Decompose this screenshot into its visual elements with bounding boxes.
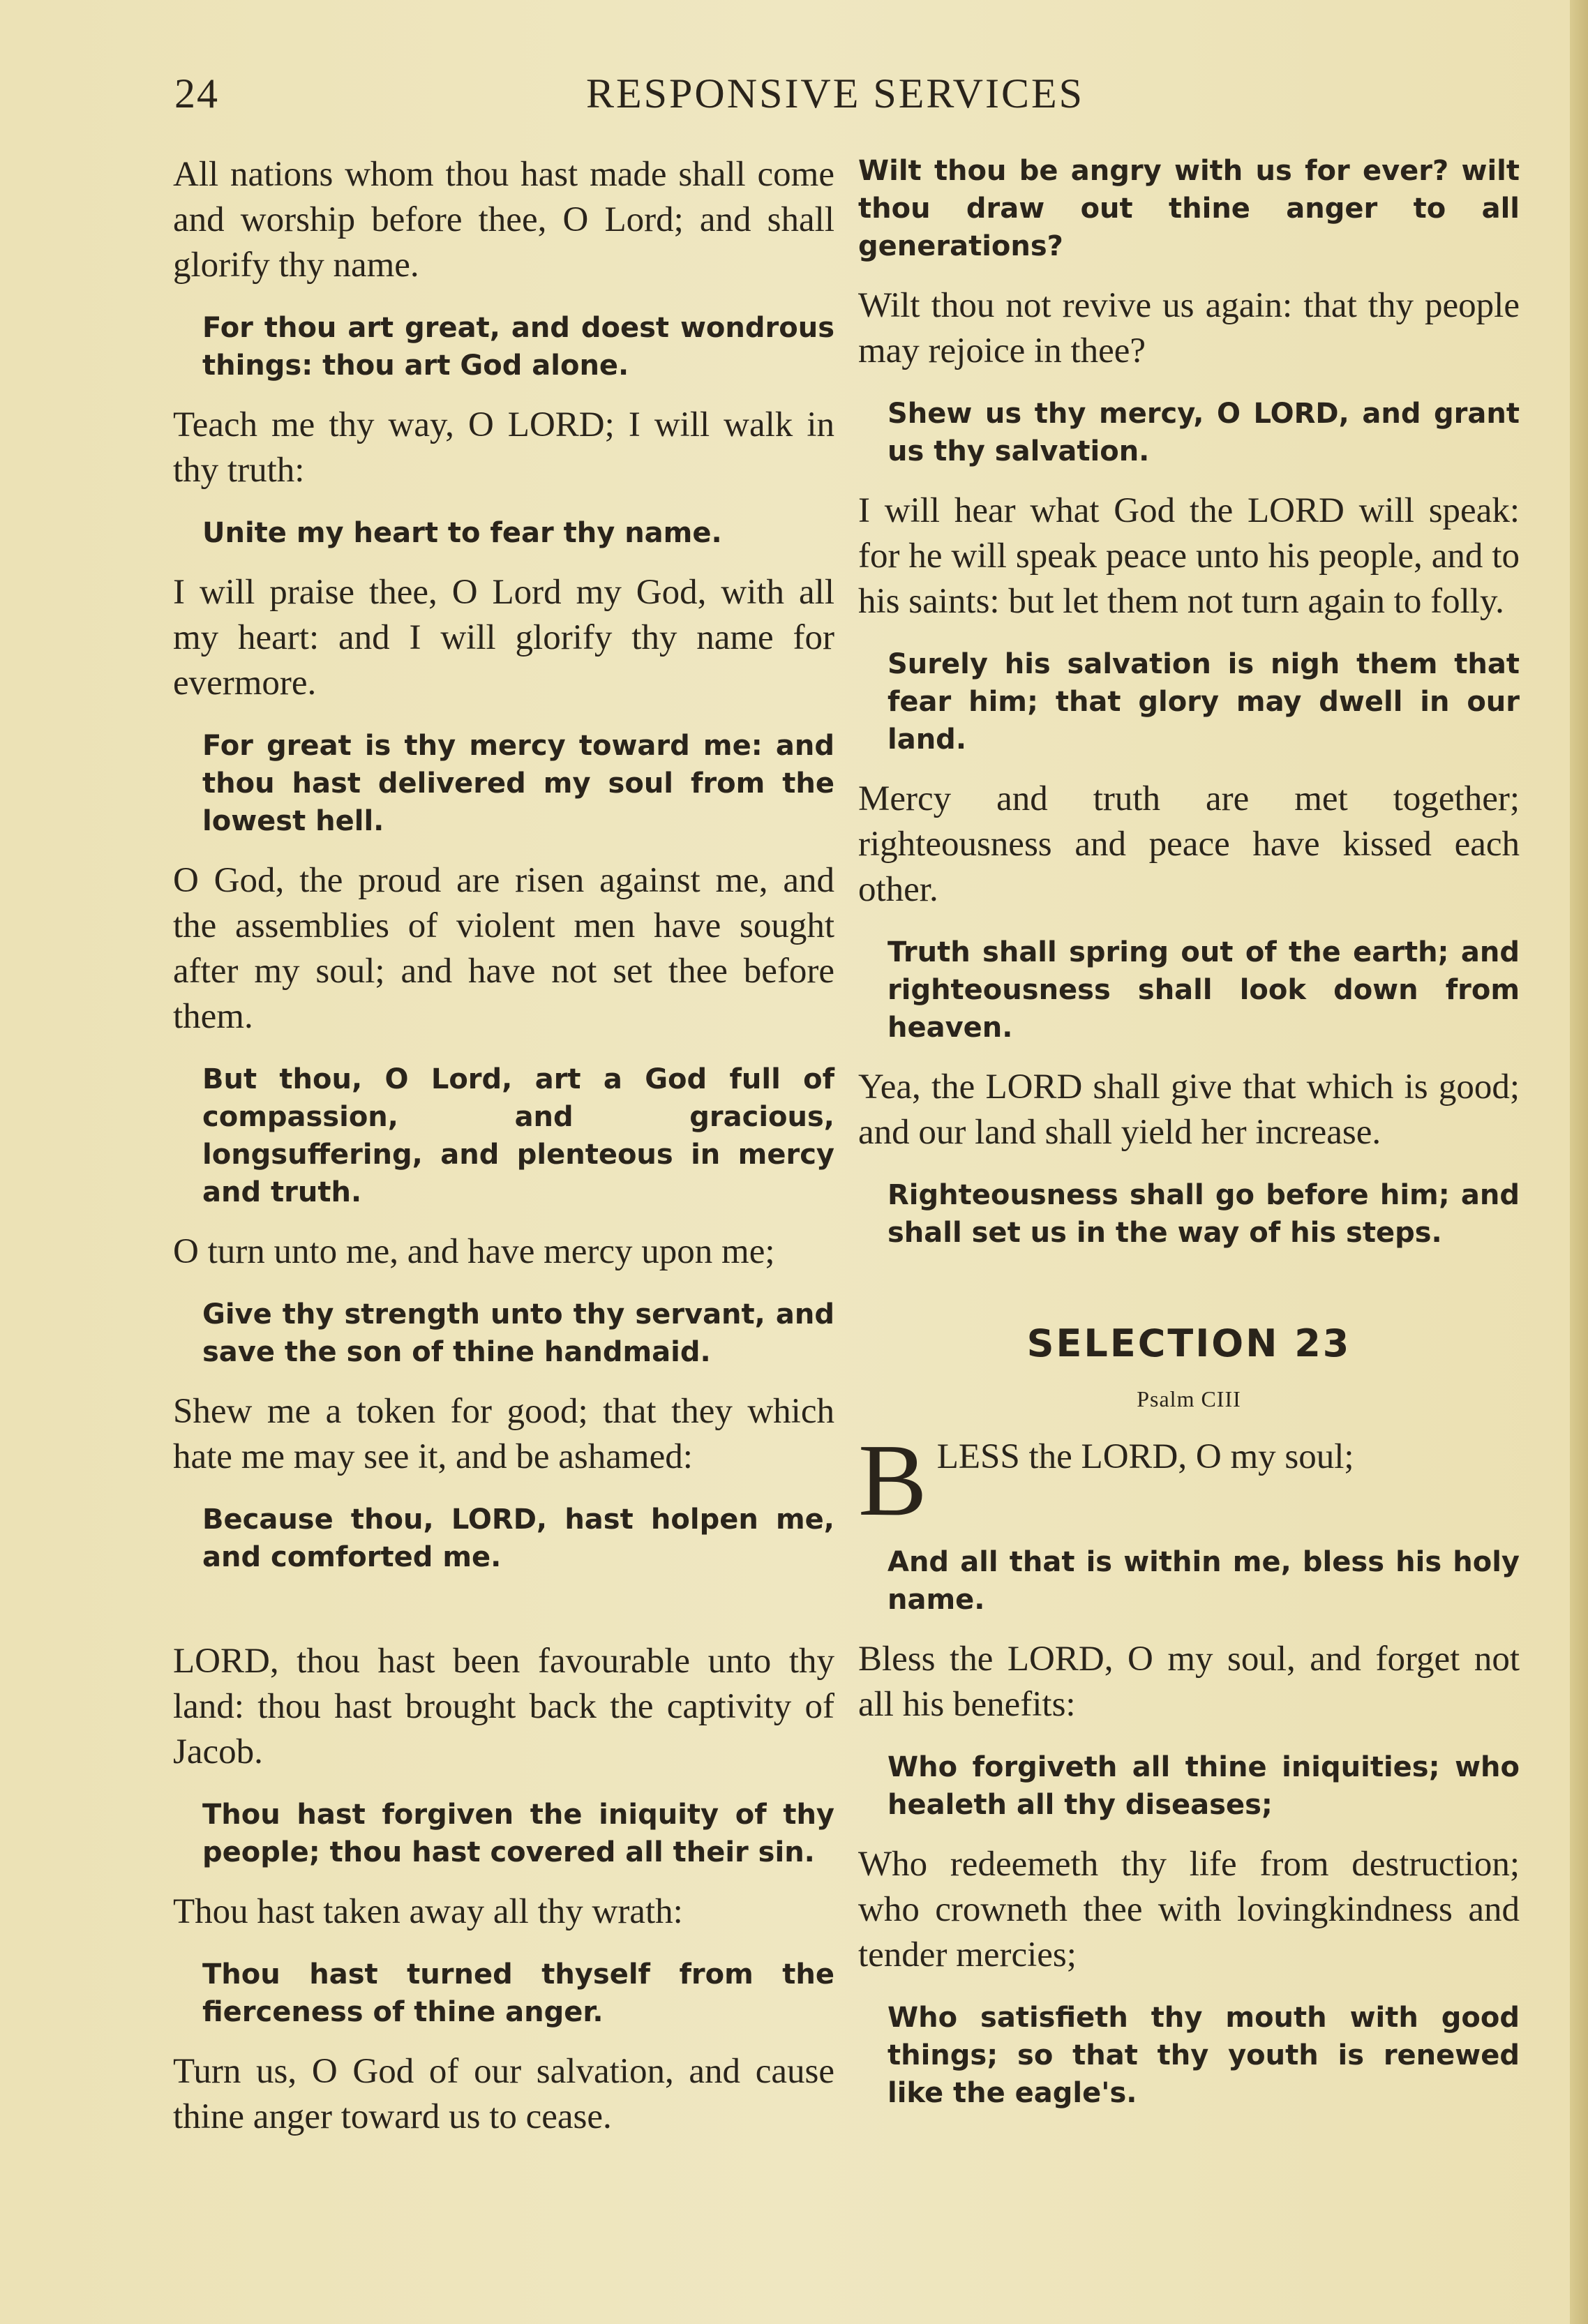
response-verse: Surely his salvation is nigh them that fear him; that glory may dwell in our land. xyxy=(887,648,1520,756)
leader-verse: LORD, thou hast been favourable unto thy land: thou hast brought back the captivity of Jacob. xyxy=(173,1642,834,1771)
response-verse: Thou hast turned thyself from the fierceness of thine anger. xyxy=(202,1958,834,2028)
response-verse: Because thou, LORD, hast holpen me, and comforted me. xyxy=(202,1504,834,1573)
leader-verse: Thou hast taken away all thy wrath: xyxy=(173,1892,683,1931)
response-verse: For thou art great, and doest wondrous things: thou art God alone. xyxy=(202,312,834,382)
running-header: RESPONSIVE SERVICES xyxy=(586,70,1084,117)
leader-verse: Who redeemeth thy life from destruction; who crowneth thee with lovingkindness and tender mercies; xyxy=(858,1845,1520,1974)
leader-verse: Mercy and truth are met together; righteousness and peace have kissed each other. xyxy=(858,779,1520,909)
response-verse: Shew us thy mercy, O LORD, and grant us thy salvation. xyxy=(887,398,1520,467)
right-column xyxy=(858,152,1520,2130)
left-column xyxy=(173,152,834,2161)
response-verse: Thou hast forgiven the iniquity of thy people; thou hast covered all their sin. xyxy=(202,1799,834,1868)
page-number: 24 xyxy=(174,70,219,117)
leader-verse: I will praise thee, O Lord my God, with all my heart: and I will glorify thy name for evermore. xyxy=(173,573,834,703)
response-verse: Righteousness shall go before him; and shall set us in the way of his steps. xyxy=(887,1179,1520,1249)
leader-verse: I will hear what God the LORD will speak: for he will speak peace unto his people, and to his saints: but let them not turn again to folly. xyxy=(858,491,1520,621)
leader-verse: Turn us, O God of our salvation, and cause thine anger toward us to cease. xyxy=(173,2052,834,2136)
leader-verse: O turn unto me, and have mercy upon me; xyxy=(173,1232,775,1271)
response-verse: Unite my heart to fear thy name. xyxy=(202,517,722,549)
leader-verse: Shew me a token for good; that they which hate me may see it, and be ashamed: xyxy=(173,1392,834,1476)
response-verse: For great is thy mercy toward me: and thou hast delivered my soul from the lowest hell. xyxy=(202,730,834,837)
response-verse: Who forgiveth all thine iniquities; who healeth all thy diseases; xyxy=(887,1751,1520,1821)
response-verse: Wilt thou be angry with us for ever? wilt thou draw out thine anger to all generations? xyxy=(858,155,1520,262)
page-edge xyxy=(1570,0,1588,2324)
leader-verse: O God, the proud are risen against me, and the assemblies of violent men have sought after my soul; and have not set thee before them. xyxy=(173,861,834,1036)
leader-verse: All nations whom thou hast made shall come and worship before thee, O Lord; and shall glorify thy name. xyxy=(173,155,834,285)
leader-verse: Wilt thou not revive us again: that thy people may rejoice in thee? xyxy=(858,286,1520,370)
selection-source: Psalm CIII xyxy=(1137,1386,1241,1411)
leader-verse: Yea, the LORD shall give that which is good; and our land shall yield her increase. xyxy=(858,1067,1520,1152)
leader-verse: Teach me thy way, O LORD; I will walk in thy truth: xyxy=(173,405,834,490)
response-verse: But thou, O Lord, art a God full of compassion, and gracious, longsuffering, and plenteous in mercy and truth. xyxy=(202,1063,834,1208)
selection-heading: SELECTION 23 xyxy=(1026,1321,1351,1365)
response-verse: Give thy strength unto thy servant, and save the son of thine handmaid. xyxy=(202,1298,834,1368)
response-verse: Truth shall spring out of the earth; and righteousness shall look down from heaven. xyxy=(887,936,1520,1044)
drop-cap: B xyxy=(858,1423,927,1538)
leader-verse: Bless the LORD, O my soul, and forget not all his benefits: xyxy=(858,1640,1520,1724)
opening-line: LESS the LORD, O my soul; xyxy=(936,1437,1354,1476)
selection-opening-verse xyxy=(858,1423,1520,1538)
response-verse: And all that is within me, bless his holy name. xyxy=(887,1546,1520,1616)
response-verse: Who satisfieth thy mouth with good things; so that thy youth is renewed like the eagle's. xyxy=(887,2002,1520,2109)
